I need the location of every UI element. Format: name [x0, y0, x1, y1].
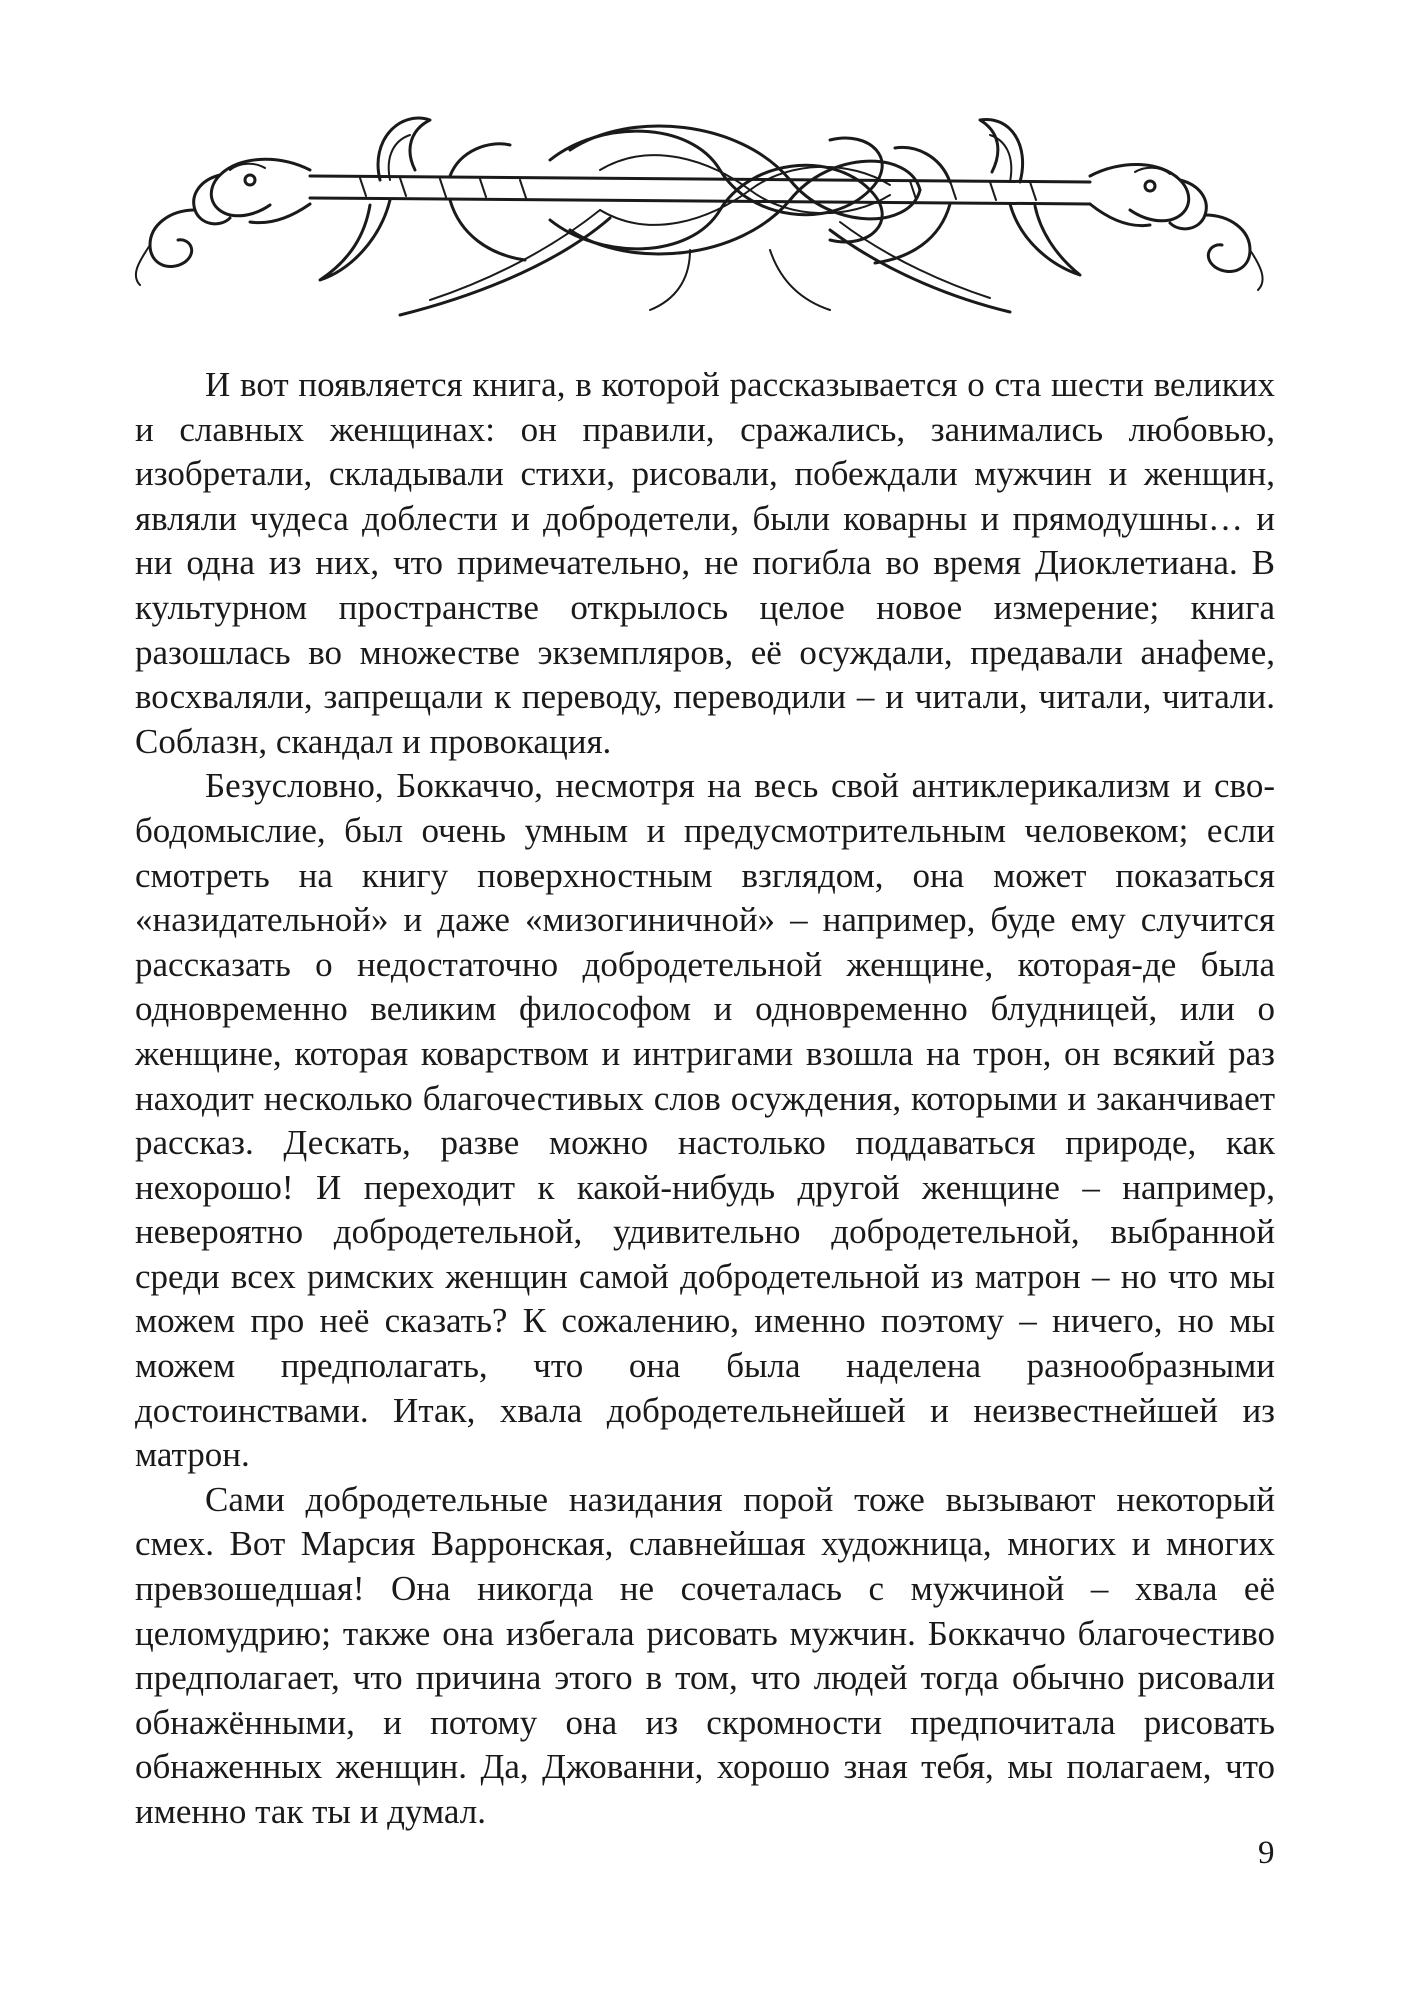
page-number: 9 — [1258, 1835, 1275, 1871]
paragraph-1: И вот появляется книга, в которой рассказывается о ста шести великих и славных женщинах: он правили, сражались, занимались любовью, изобретали, складывали стихи, рисовали, побеждали мужчин и женщин, являли чудеса доблести и добродетели, были коварны и прямодушны… и ни одна из них, что примечательно, не погибла во время Диоклетиана. В культурном пространстве открылось целое новое измерение; книга разошлась во множестве экземпляров, её осуждали, предавали анафеме, восхваляли, запрещали к переводу, переводили – и читали, читали, читали. Соблазн, скандал и провокация. — [135, 365, 1275, 761]
body-text — [135, 363, 1275, 1835]
decorative-knot-ornament-icon — [130, 100, 1270, 320]
paragraph-3: Сами добродетельные назидания порой тоже вызывают некоторый смех. Вот Марсия Варронская, славнейшая художница, многих и многих превзошедшая! Она никогда не сочеталась с мужчиной – хвала её целомудрию; также она избегала рисовать мужчин. Боккаччо благочестиво предполагает, что причина этого в том, что людей тогда обычно рисовали обнажёнными, и потому она из скромности предпочитала рисовать обнаженных женщин. Да, Джованни, хорошо зная тебя, мы полагаем, что именно так ты и думал. — [135, 1479, 1275, 1831]
paragraph-2: Безусловно, Боккаччо, несмотря на весь свой антиклерикализм и свободомыслие, был очень умным и предусмотрительным человеком; если смотреть на книгу поверхностным взглядом, она может показаться «назидательной» и даже «мизогиничной» – например, буде ему случится рассказать о недостаточно добродетельной женщине, которая-де была одновременно великим философом и одновременно блудницей, или о женщине, которая коварством и интригами взошла на трон, он всякий раз находит несколько благочестивых слов осуждения, которыми и заканчивает рассказ. Дескать, разве можно настолько поддаваться природе, как нехорошо! И переходит к какой-нибудь другой женщине – например, невероятно добродетельной, удивительно добродетельной, выбранной среди всех римских женщин самой добродетельной из матрон – но что мы можем про неё сказать? К сожалению, именно поэтому – ничего, но мы можем предполагать, что она была наделена разнообразными достоинствами. Итак, хвала добродетельнейшей и неизвестнейшей из матрон. — [135, 766, 1275, 1475]
